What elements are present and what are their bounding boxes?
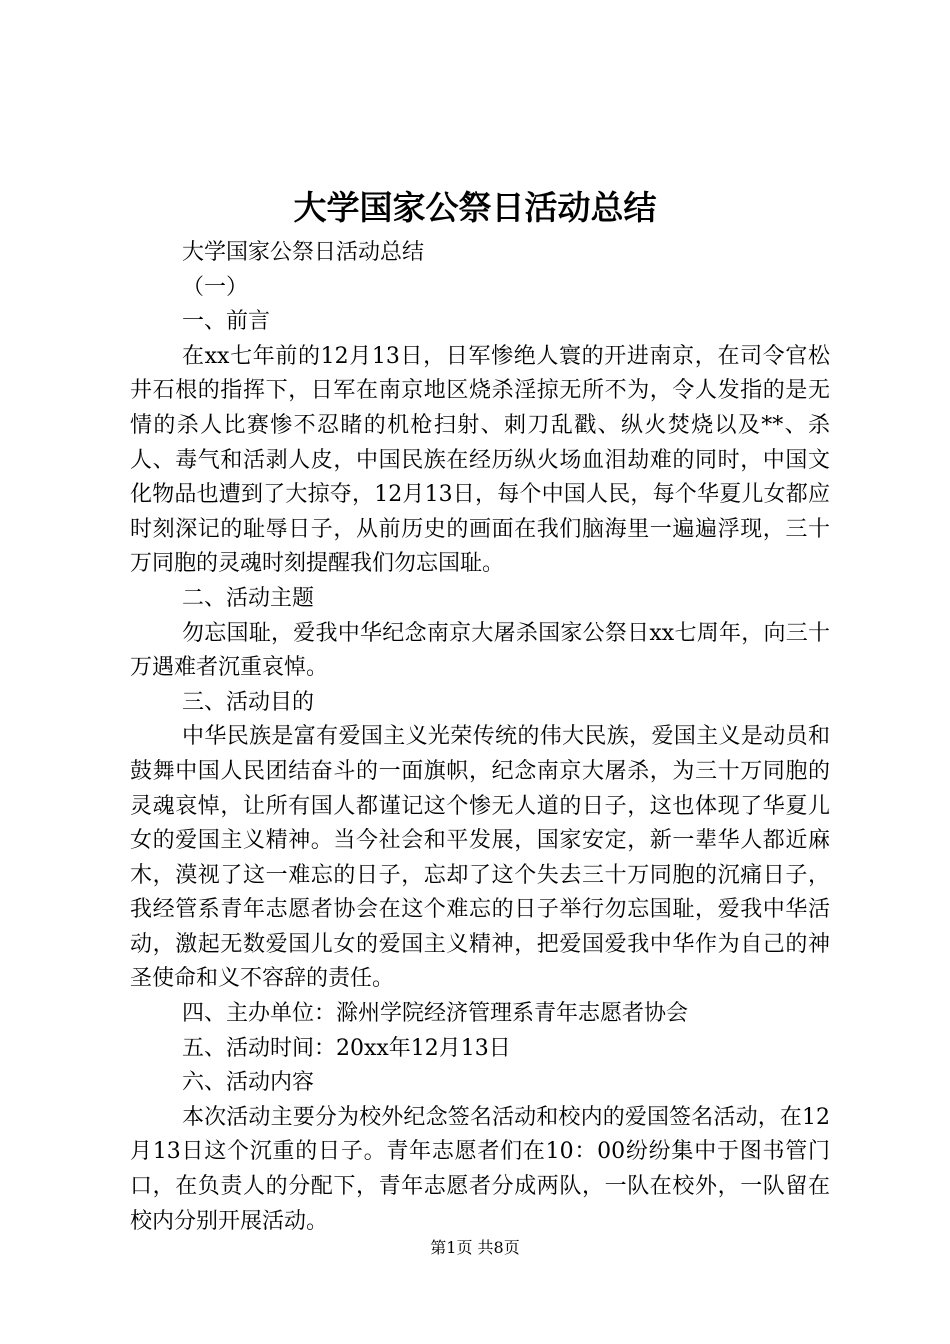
paragraph-theme: 勿忘国耻，爱我中华纪念南京大屠杀国家公祭日xx七周年，向三十万遇难者沉重哀悼。 xyxy=(130,620,830,681)
section-organizer: 四、主办单位：滁州学院经济管理系青年志愿者协会 xyxy=(182,1001,689,1027)
section-time: 五、活动时间：20xx年12月13日 xyxy=(182,1035,511,1061)
paragraph-preface: 在xx七年前的12月13日，日军惨绝人寰的开进南京，在司令官松井石根的指挥下，日军在南京地区烧杀淫掠无所不为，令人发指的是无情的杀人比赛惨不忍睹的机枪扫射、刺刀乱戳、纵火焚烧以及**、杀人、毒气和活剥人皮，中国民族在经历纵火场血泪劫难的同时，中国文化物品也遭到了大掠夺，12月13日，每个中国人民，每个华夏儿女都应时刻深记的耻辱日子，从前历史的画面在我们脑海里一遍遍浮现，三十万同胞的灵魂时刻提醒我们勿忘国耻。 xyxy=(130,343,830,577)
paragraph-purpose: 中华民族是富有爱国主义光荣传统的伟大民族，爱国主义是动员和鼓舞中国人民团结奋斗的一面旗帜，纪念南京大屠杀，为三十万同胞的灵魂哀悼，让所有国人都谨记这个惨无人道的日子，这也体现了华夏儿女的爱国主义精神。当今社会和平发展，国家安定，新一辈华人都近麻木，漠视了这一难忘的日子，忘却了这个失去三十万同胞的沉痛日子，我经管系青年志愿者协会在这个难忘的日子举行勿忘国耻，爱我中华活动，激起无数爱国儿女的爱国主义精神，把爱国爱我中华作为自己的神圣使命和义不容辞的责任。 xyxy=(130,724,830,992)
section-heading-theme: 二、活动主题 xyxy=(182,585,315,611)
paragraph-content: 本次活动主要分为校外纪念签名活动和校内的爱国签名活动，在12月13日这个沉重的日子。青年志愿者们在10：00纷纷集中于图书管门口，在负责人的分配下，青年志愿者分成两队，一队在校外，一队留在校内分别开展活动。 xyxy=(130,1104,830,1234)
section-heading-purpose: 三、活动目的 xyxy=(182,689,315,715)
section-heading-preface: 一、前言 xyxy=(182,309,271,335)
document-body xyxy=(130,236,830,1239)
page-number-footer: 第1页 共8页 xyxy=(430,1238,520,1257)
document-title: 大学国家公祭日活动总结 xyxy=(293,188,657,227)
section-heading-content: 六、活动内容 xyxy=(182,1070,315,1096)
paragraph-part-number: （一） xyxy=(182,274,249,300)
paragraph-subtitle: 大学国家公祭日活动总结 xyxy=(182,240,425,265)
